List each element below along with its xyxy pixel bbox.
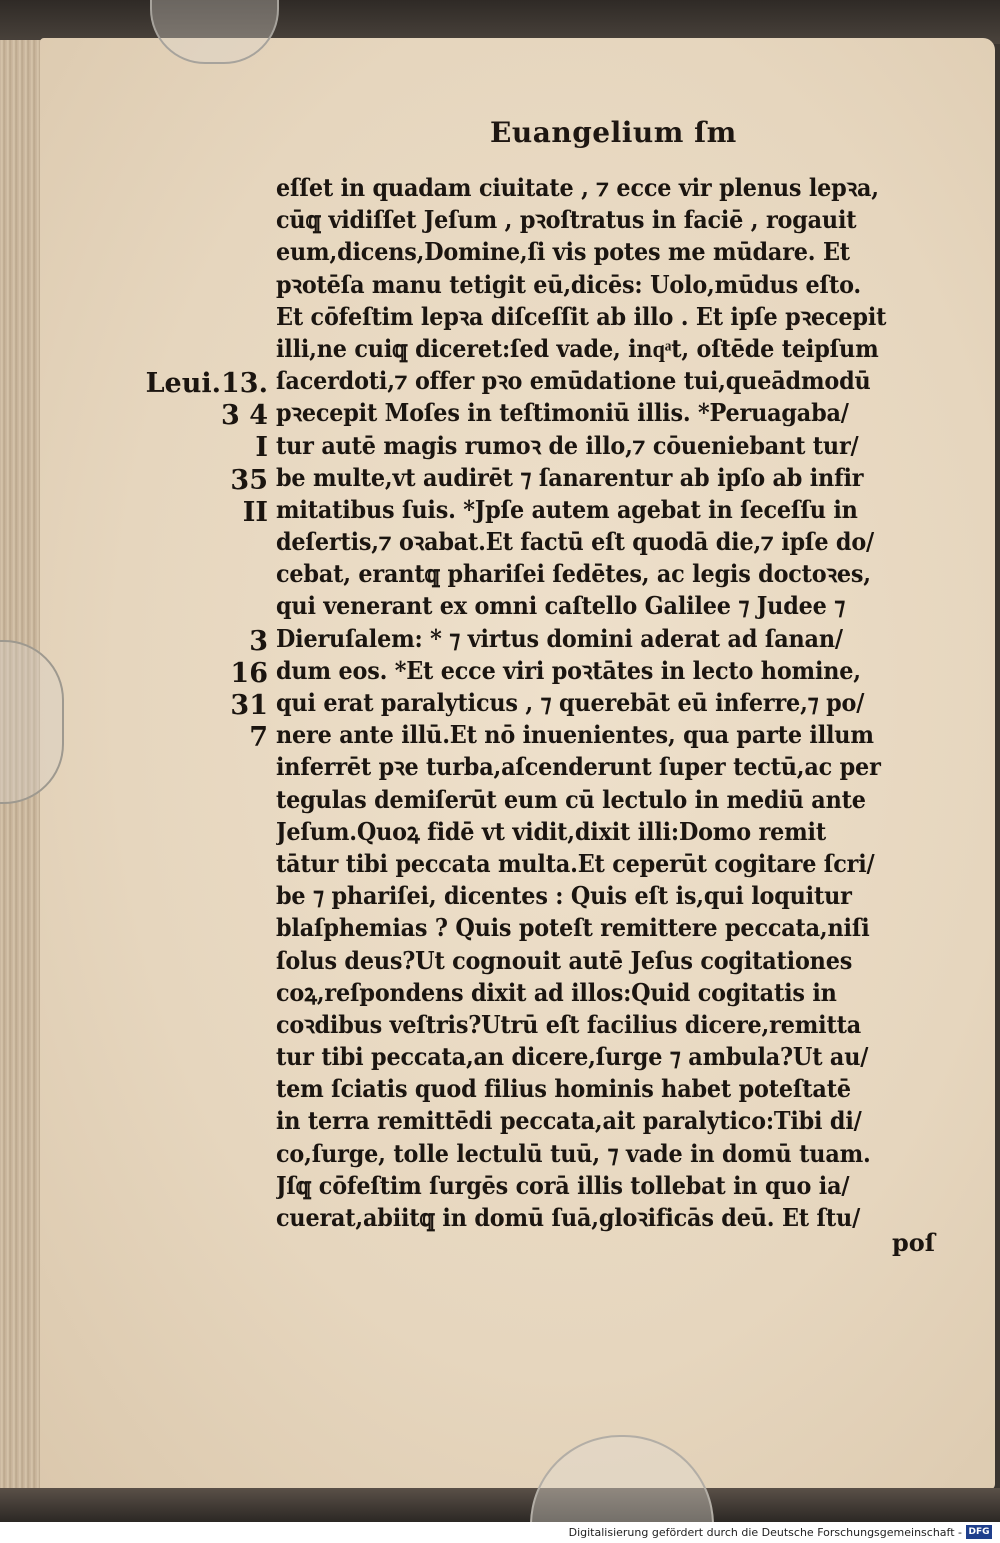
margin-reference: Leui.13. (145, 368, 268, 399)
text-line: tem ſciatis quod filius hominis habet poteſtatē (276, 1074, 851, 1104)
text-line: co,ſurge, tolle lectulū tuū, ⁊ vade in domū tuam. (276, 1138, 871, 1168)
footer-bar (0, 1522, 1000, 1543)
text-line: eſſet in quadam ciuitate , ⁊ ecce vir plenus lepꝛa, (276, 173, 879, 202)
text-line: eum,dicens,Domine,ſi vis potes me mūdare. Et (276, 237, 850, 267)
text-line: blaſphemias ? Quis poteſt remittere peccata,niſi (276, 913, 870, 943)
text-line: qui erat paralyticus , ⁊ querebāt eū inferre,⁊ po/ (276, 688, 865, 717)
margin-reference: 31 (230, 690, 268, 721)
margin-reference: I (255, 432, 268, 464)
text-line: tātur tibi peccata multa.Et ceperūt cogitare ſcri/ (276, 848, 875, 878)
main-text-block (276, 172, 946, 1234)
text-line: cuerat,abiit𝕢 in domū ſuā,gloꝛificās deū. Et ſtu/ (276, 1203, 861, 1232)
text-line: tur autē magis rumoꝛ de illo,⁊ cōueniebant tur/ (276, 430, 859, 460)
catchword: poſ (892, 1228, 936, 1257)
text-line: mitatibus ſuis. *Jpſe autem agebat in ſeceſſu in (276, 494, 858, 524)
text-line: nere ante illū.Et nō inuenientes, qua parte illum (276, 720, 874, 750)
text-line: tur tibi peccata,an dicere,ſurge ⁊ ambula?Ut au/ (276, 1042, 869, 1072)
margin-reference: 35 (230, 464, 268, 496)
text-line: inferrēt pꝛe turba,aſcenderunt ſuper tectū,ac per (276, 752, 881, 782)
text-line: Jſ𝕢 cōfeſtim ſurgēs corā illis tollebat in quo ia/ (276, 1170, 850, 1200)
text-line: Et cōfeſtim lepꝛa diſceſſit ab illo . Et ipſe pꝛecepit (276, 301, 887, 331)
dfg-logo: DFG (966, 1525, 992, 1539)
text-line: ſolus deus?Ut cognouit autē Jeſus cogitationes (276, 945, 853, 975)
margin-reference: 7 (249, 722, 268, 754)
text-line: be ⁊ phariſei, dicentes : Quis eſt is,qui loquitur (276, 881, 852, 911)
text-line: deſertis,⁊ oꝛabat.Et factū eſt quodā die,⁊ ipſe do/ (276, 527, 875, 557)
margin-reference: 3 4 (221, 400, 268, 432)
text-line: cebat, erant𝕢 phariſei ſedētes, ac legis doctoꝛes, (276, 559, 871, 589)
text-line: coꝛdibus veſtris?Utrū eſt facilius dicere,remitta (276, 1009, 861, 1039)
text-line: qui venerant ex omni caſtello Galilee ⁊ Judee ⁊ (276, 591, 846, 621)
text-line: tegulas demiſerūt eum cū lectulo in mediū ante (276, 784, 866, 814)
text-line: ſacerdoti,⁊ offer pꝛo emūdatione tui,queādmodū (276, 366, 871, 396)
text-line: Dieruſalem: * ⁊ virtus domini aderat ad ſanan/ (276, 623, 843, 653)
running-head: Euangelium ſm (490, 116, 737, 149)
text-line: illi,ne cui𝕢 diceret:ſed vade, inqͣt, oſtēde teipſum (276, 333, 879, 363)
text-line: cū𝕢 vidiſſet Jeſum , pꝛoſtratus in faciē , rogauit (276, 205, 857, 235)
margin-reference: 16 (230, 657, 268, 689)
text-line: be multe,vt audirēt ⁊ ſanarentur ab ipſo ab infir (276, 462, 864, 492)
text-line: dum eos. *Et ecce viri poꝛtātes in lecto homine, (276, 655, 861, 685)
funding-credit: Digitalisierung gefördert durch die Deutsche Forschungsgemeinschaft - (568, 1526, 962, 1539)
text-line: pꝛecepit Moſes in teſtimoniū illis. *Peruagaba/ (276, 398, 849, 428)
text-line: in terra remittēdi peccata,ait paralytico:Tibi di/ (276, 1106, 862, 1136)
book-cover-bottom (0, 1488, 1000, 1522)
margin-reference: II (242, 496, 268, 528)
text-line: pꝛotēſa manu tetigit eū,dicēs: Uolo,mūdus eſto. (276, 269, 861, 299)
margin-reference: 3 (249, 625, 268, 657)
text-line: coꝝ,reſpondens dixit ad illos:Quid cogitatis in (276, 977, 837, 1007)
text-line: Jeſum.Quoꝝ fidē vt vidit,dixit illi:Domo remit (276, 816, 826, 846)
